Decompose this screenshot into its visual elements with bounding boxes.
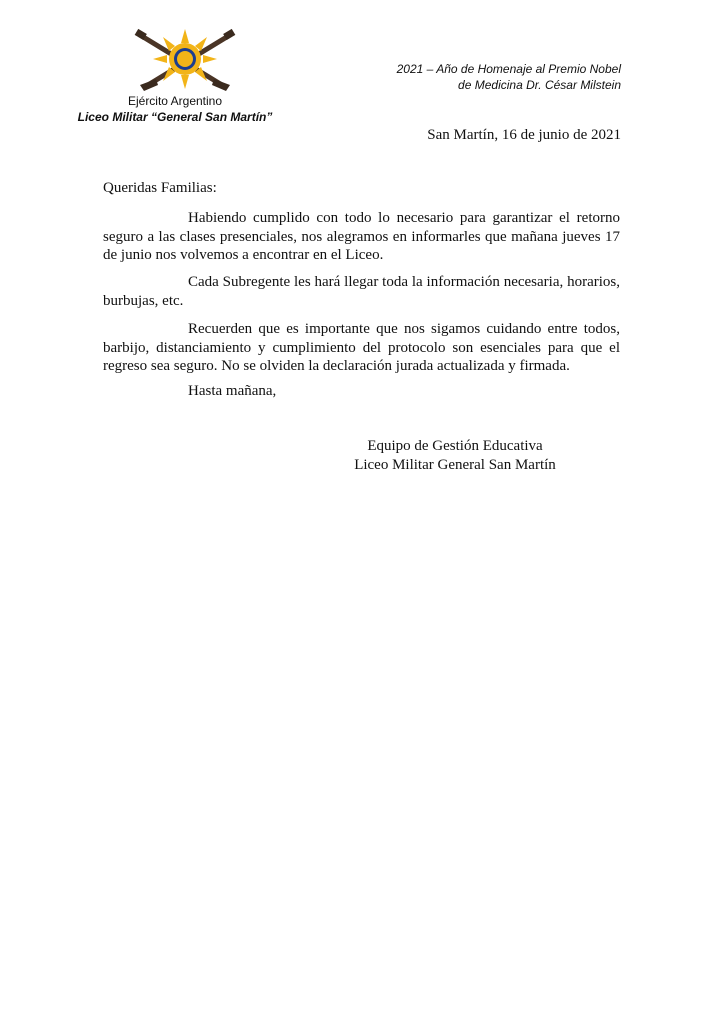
sun-emblem-icon	[130, 27, 240, 91]
letter-greeting: Queridas Familias:	[103, 180, 217, 196]
school-name: Liceo Militar “General San Martín”	[77, 110, 273, 124]
paragraph-2: Cada Subregente les hará llegar toda la información necesaria, horarios, burbujas, etc.	[103, 274, 620, 309]
year-motto	[397, 61, 621, 93]
letter-closing: Hasta mañana,	[188, 383, 277, 399]
org-name: Ejército Argentino	[127, 94, 223, 108]
signature-institution: Liceo Militar General San Martín	[354, 457, 556, 473]
paragraph-1: Habiendo cumplido con todo lo necesario para garantizar el retorno seguro a las clases presenciales, nos alegramos en informarles que mañana jueves 17 de junio nos volvemos a encontrar en el Liceo.	[103, 210, 620, 263]
signature-team: Equipo de Gestión Educativa	[367, 438, 543, 454]
paragraph-3: Recuerden que es importante que nos sigamos cuidando entre todos, barbijo, distanciamiento y cumplimiento del protocolo son esenciales para que el regreso sea seguro. No se olviden la declaración jurada actualizada y firmada.	[103, 321, 620, 374]
letter-date: San Martín, 16 de junio de 2021	[427, 127, 621, 143]
motto-line-2: de Medicina Dr. César Milstein	[458, 78, 621, 92]
motto-line-1: 2021 – Año de Homenaje al Premio Nobel	[396, 62, 621, 76]
